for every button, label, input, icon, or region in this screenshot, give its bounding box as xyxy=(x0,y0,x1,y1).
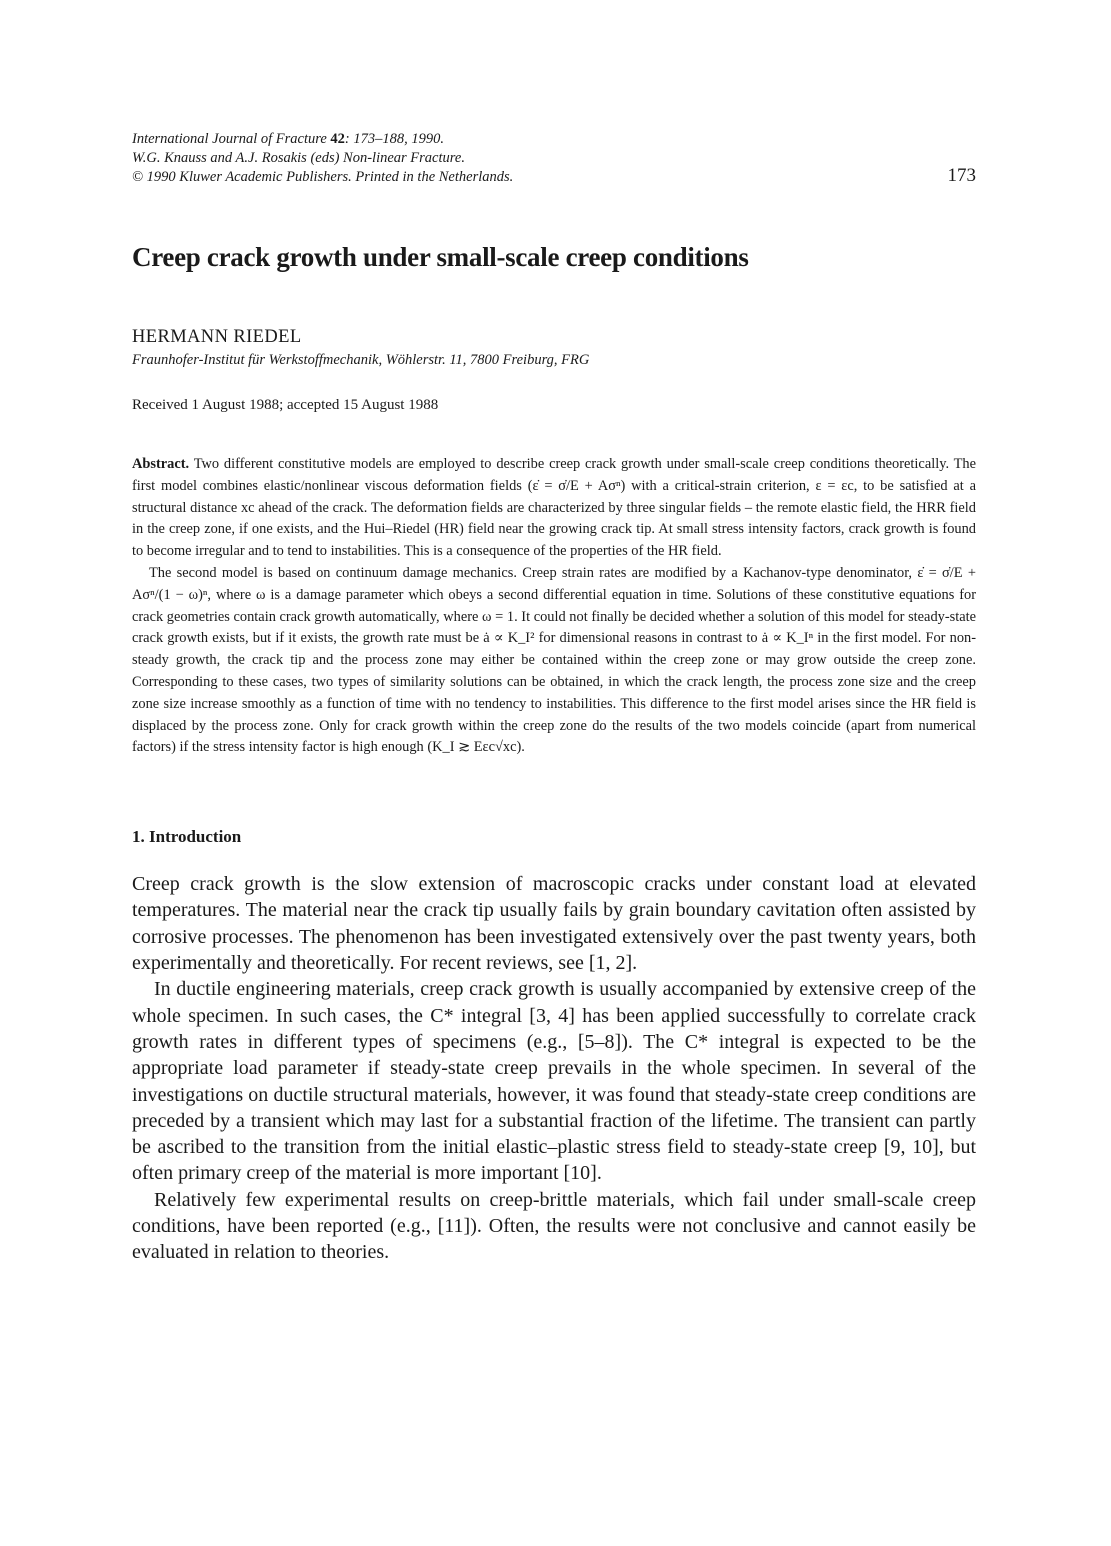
section-heading: 1. Introduction xyxy=(132,827,242,847)
introduction-body xyxy=(132,871,976,1265)
abstract-paragraph-1 xyxy=(132,454,976,563)
author-affiliation: Fraunhofer-Institut für Werkstoffmechanik, Wöhlerstr. 11, 7800 Freiburg, FRG xyxy=(132,352,590,368)
journal-citation-line xyxy=(132,130,976,149)
abstract-label: Abstract. xyxy=(132,456,190,472)
page xyxy=(132,130,976,1266)
abstract xyxy=(132,454,976,759)
page-number: 173 xyxy=(947,165,976,186)
abstract-text-1: Two different constitutive models are employed to describe creep crack growth under small-scale creep conditions theoretically. The first model combines elastic/nonlinear viscous deformation fields (ε̇ = σ̇/E + Aσⁿ) with a critical-strain criterion, ε = εc, to be satisfied at a structural distance xc ahead of the crack. The deformation fields are characterized by three singular fields – the remote elastic field, the HRR field in the creep zone, if one exists, and the Hui–Riedel (HR) field near the growing crack tip. At small stress intensity factors, crack growth is found to become irregular and to tend to instabilities. This is a consequence of the properties of the HR field. xyxy=(132,456,976,560)
intro-paragraph-2: In ductile engineering materials, creep crack growth is usually accompanied by extensive creep of the whole specimen. In such cases, the C* integral [3, 4] has been applied successfully to correlate crack growth rates in different types of specimens (e.g., [5–8]). The C* integral is expected to be the appropriate load parameter if steady-state creep prevails in the whole specimen. In several of the investigations on ductile structural materials, however, it was found that steady-state creep conditions are preceded by a transient which may last for a substantial fraction of the lifetime. The transient can partly be ascribed to the transition from the initial elastic–plastic stress field to steady-state creep [9, 10], but often primary creep of the material is more important [10]. xyxy=(132,978,976,1185)
journal-name: International Journal of Fracture xyxy=(132,131,327,147)
journal-header xyxy=(132,130,976,187)
editors-line: W.G. Knauss and A.J. Rosakis (eds) Non-linear Fracture. xyxy=(132,150,465,166)
journal-pages-year: : 173–188, 1990. xyxy=(344,131,445,147)
author-name: HERMANN RIEDEL xyxy=(132,327,302,347)
received-dates: Received 1 August 1988; accepted 15 August 1988 xyxy=(132,397,439,413)
intro-paragraph-1: Creep crack growth is the slow extension of macroscopic cracks under constant load at elevated temperatures. The material near the crack tip usually fails by grain boundary cavitation often assisted by corrosive processes. The phenomenon has been investigated extensively over the past twenty years, both experimentally and theoretically. For recent reviews, see [1, 2]. xyxy=(132,873,976,975)
copyright-line: © 1990 Kluwer Academic Publishers. Printed in the Netherlands. xyxy=(132,169,514,185)
abstract-paragraph-2: The second model is based on continuum damage mechanics. Creep strain rates are modified by a Kachanov-type denominator, ε̇ = σ̇/E + Aσⁿ/(1 − ω)ⁿ, where ω is a damage parameter which obeys a second differential equation in time. Solutions of these constitutive equations for crack geometries contain crack growth automatically, where ω = 1. It could not finally be decided whether a solution of this model for steady-state crack growth exists, but if it exists, the growth rate must be ȧ ∝ K_I² for dimensional reasons in contrast to ȧ ∝ K_Iⁿ in the first model. For non-steady growth, the crack tip and the process zone may either be contained within the creep zone or may grow outside the creep zone. Corresponding to these cases, two types of similarity solutions can be obtained, in which the crack length, the process zone size and the creep zone size increase smoothly as a function of time with no tendency to instabilities. This difference to the first model arises since the HR field is displaced by the process zone. Only for crack growth within the creep zone do the results of the two models coincide (apart from numerical factors) if the stress intensity factor is high enough (K_I ≳ Eεc√xc). xyxy=(132,564,976,756)
paper-title: Creep crack growth under small-scale creep conditions xyxy=(132,242,749,272)
journal-volume: 42 xyxy=(330,131,345,147)
intro-paragraph-3: Relatively few experimental results on creep-brittle materials, which fail under small-scale creep conditions, have been reported (e.g., [11]). Often, the results were not conclusive and cannot easily be evaluated in relation to theories. xyxy=(132,1188,976,1264)
